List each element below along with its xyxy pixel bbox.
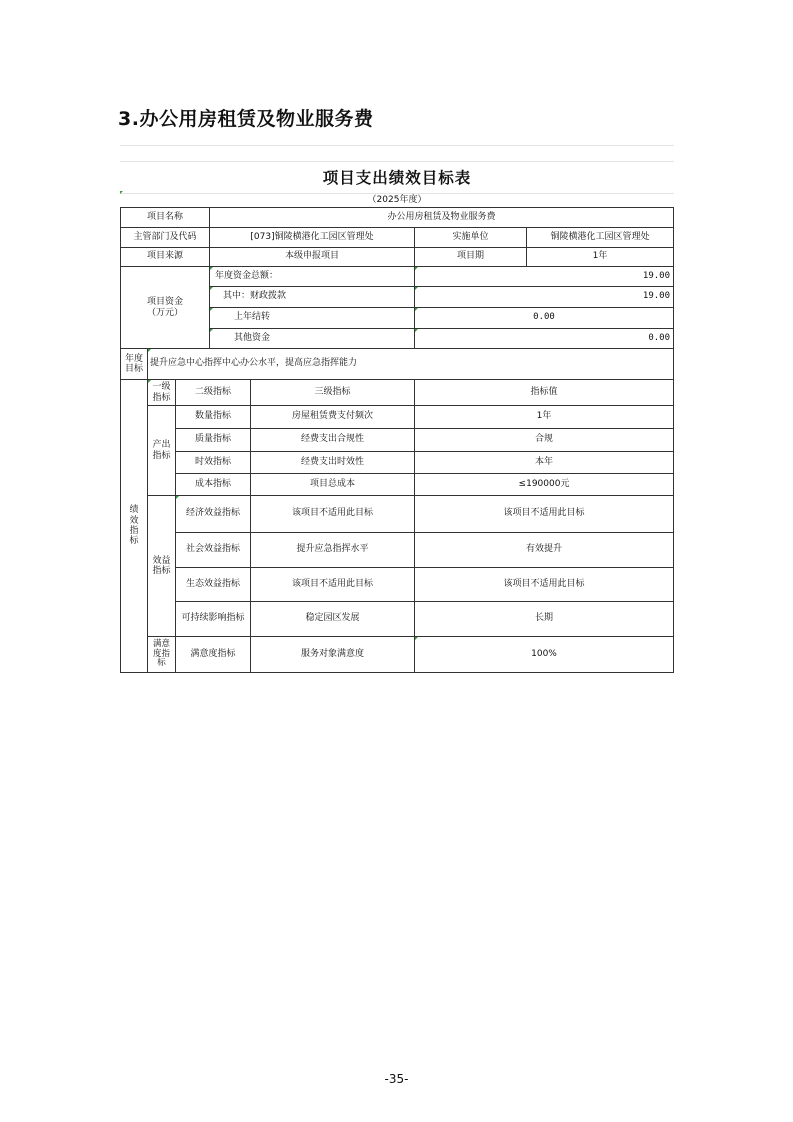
- table-title: 项目支出绩效目标表: [322, 169, 472, 187]
- header-level2: 二级指标: [176, 380, 251, 406]
- section-heading: 3.办公用房租赁及物业服务费: [118, 108, 374, 130]
- benefit-level2: 可持续影响指标: [176, 602, 251, 637]
- output-value: 本年: [415, 452, 674, 474]
- label-implementer: 实施单位: [415, 228, 527, 248]
- cell-marker-icon: [210, 267, 213, 270]
- funds-total-value: 19.00: [415, 267, 674, 287]
- label-department: 主管部门及代码: [121, 228, 210, 248]
- satisfaction-value: 100%: [415, 637, 674, 673]
- satisfaction-level2: 满意度指标: [176, 637, 251, 673]
- benefit-level3: 该项目不适用此目标: [251, 496, 415, 533]
- output-level3: 房屋租赁费支付频次: [251, 406, 415, 429]
- benefit-level3: 稳定园区发展: [251, 602, 415, 637]
- output-level3: 经费支出合规性: [251, 429, 415, 452]
- label-benefit: 效益 指标: [148, 496, 176, 637]
- cell-marker-icon: [120, 191, 123, 194]
- label-funds: 项目资金 （万元）: [121, 267, 210, 349]
- page-number: -35-: [384, 1072, 409, 1086]
- cell-marker-icon: [415, 287, 418, 290]
- benefit-value: 该项目不适用此目标: [415, 496, 674, 533]
- annual-target-value: 提升应急中心指挥中心办公水平，提高应急指挥能力: [148, 349, 674, 380]
- output-level2: 成本指标: [176, 474, 251, 496]
- cell-marker-icon: [148, 349, 151, 352]
- benefit-level2: 生态效益指标: [176, 568, 251, 602]
- divider: [120, 161, 674, 162]
- output-level3: 经费支出时效性: [251, 452, 415, 474]
- benefit-value: 有效提升: [415, 533, 674, 568]
- label-project-name: 项目名称: [121, 208, 210, 228]
- benefit-level3: 提升应急指挥水平: [251, 533, 415, 568]
- funds-carryover-value: 0.00: [415, 308, 674, 329]
- funds-other-value: 0.00: [415, 329, 674, 349]
- output-level2: 质量指标: [176, 429, 251, 452]
- cell-marker-icon: [176, 496, 179, 499]
- label-annual-target: 年度 目标: [121, 349, 148, 380]
- header-indicator-value: 指标值: [415, 380, 674, 406]
- benefit-level2: 社会效益指标: [176, 533, 251, 568]
- performance-table-frame: [120, 145, 674, 673]
- funds-carryover-label: 上年结转: [210, 308, 415, 329]
- cell-marker-icon: [415, 267, 418, 270]
- label-period: 项目期: [415, 248, 527, 267]
- source-value: 本级申报项目: [210, 248, 415, 267]
- cell-marker-icon: [415, 329, 418, 332]
- funds-total-label: 年度资金总额：: [210, 267, 415, 287]
- benefit-level3: 该项目不适用此目标: [251, 568, 415, 602]
- header-level1: 一级 指标: [148, 380, 176, 406]
- output-level2: 数量指标: [176, 406, 251, 429]
- benefit-value: 该项目不适用此目标: [415, 568, 674, 602]
- output-level3: 项目总成本: [251, 474, 415, 496]
- label-source: 项目来源: [121, 248, 210, 267]
- cell-marker-icon: [148, 380, 151, 383]
- implementer-value: 铜陵横港化工园区管理处: [527, 228, 674, 248]
- satisfaction-level3: 服务对象满意度: [251, 637, 415, 673]
- cell-marker-icon: [210, 329, 213, 332]
- cell-marker-icon: [415, 637, 418, 640]
- label-satisfaction: 满意 度指 标: [148, 637, 176, 673]
- output-value: 1年: [415, 406, 674, 429]
- cell-marker-icon: [210, 308, 213, 311]
- cell-marker-icon: [210, 287, 213, 290]
- output-value: 合规: [415, 429, 674, 452]
- output-level2: 时效指标: [176, 452, 251, 474]
- header-level3: 三级指标: [251, 380, 415, 406]
- label-output: 产出 指标: [148, 406, 176, 496]
- benefit-value: 长期: [415, 602, 674, 637]
- output-value: ≤190000元: [415, 474, 674, 496]
- performance-table: [120, 207, 674, 673]
- funds-fiscal-label: 其中：财政拨款: [210, 287, 415, 308]
- cell-marker-icon: [415, 308, 418, 311]
- label-performance: 绩 效 指 标: [121, 380, 148, 673]
- period-value: 1年: [527, 248, 674, 267]
- year-note: （2025年度）: [367, 195, 427, 205]
- project-name-value: 办公用房租赁及物业服务费: [210, 208, 674, 228]
- divider: [120, 145, 674, 146]
- department-value: [073]铜陵横港化工园区管理处: [210, 228, 415, 248]
- funds-fiscal-value: 19.00: [415, 287, 674, 308]
- funds-other-label: 其他资金: [210, 329, 415, 349]
- benefit-level2: 经济效益指标: [176, 496, 251, 533]
